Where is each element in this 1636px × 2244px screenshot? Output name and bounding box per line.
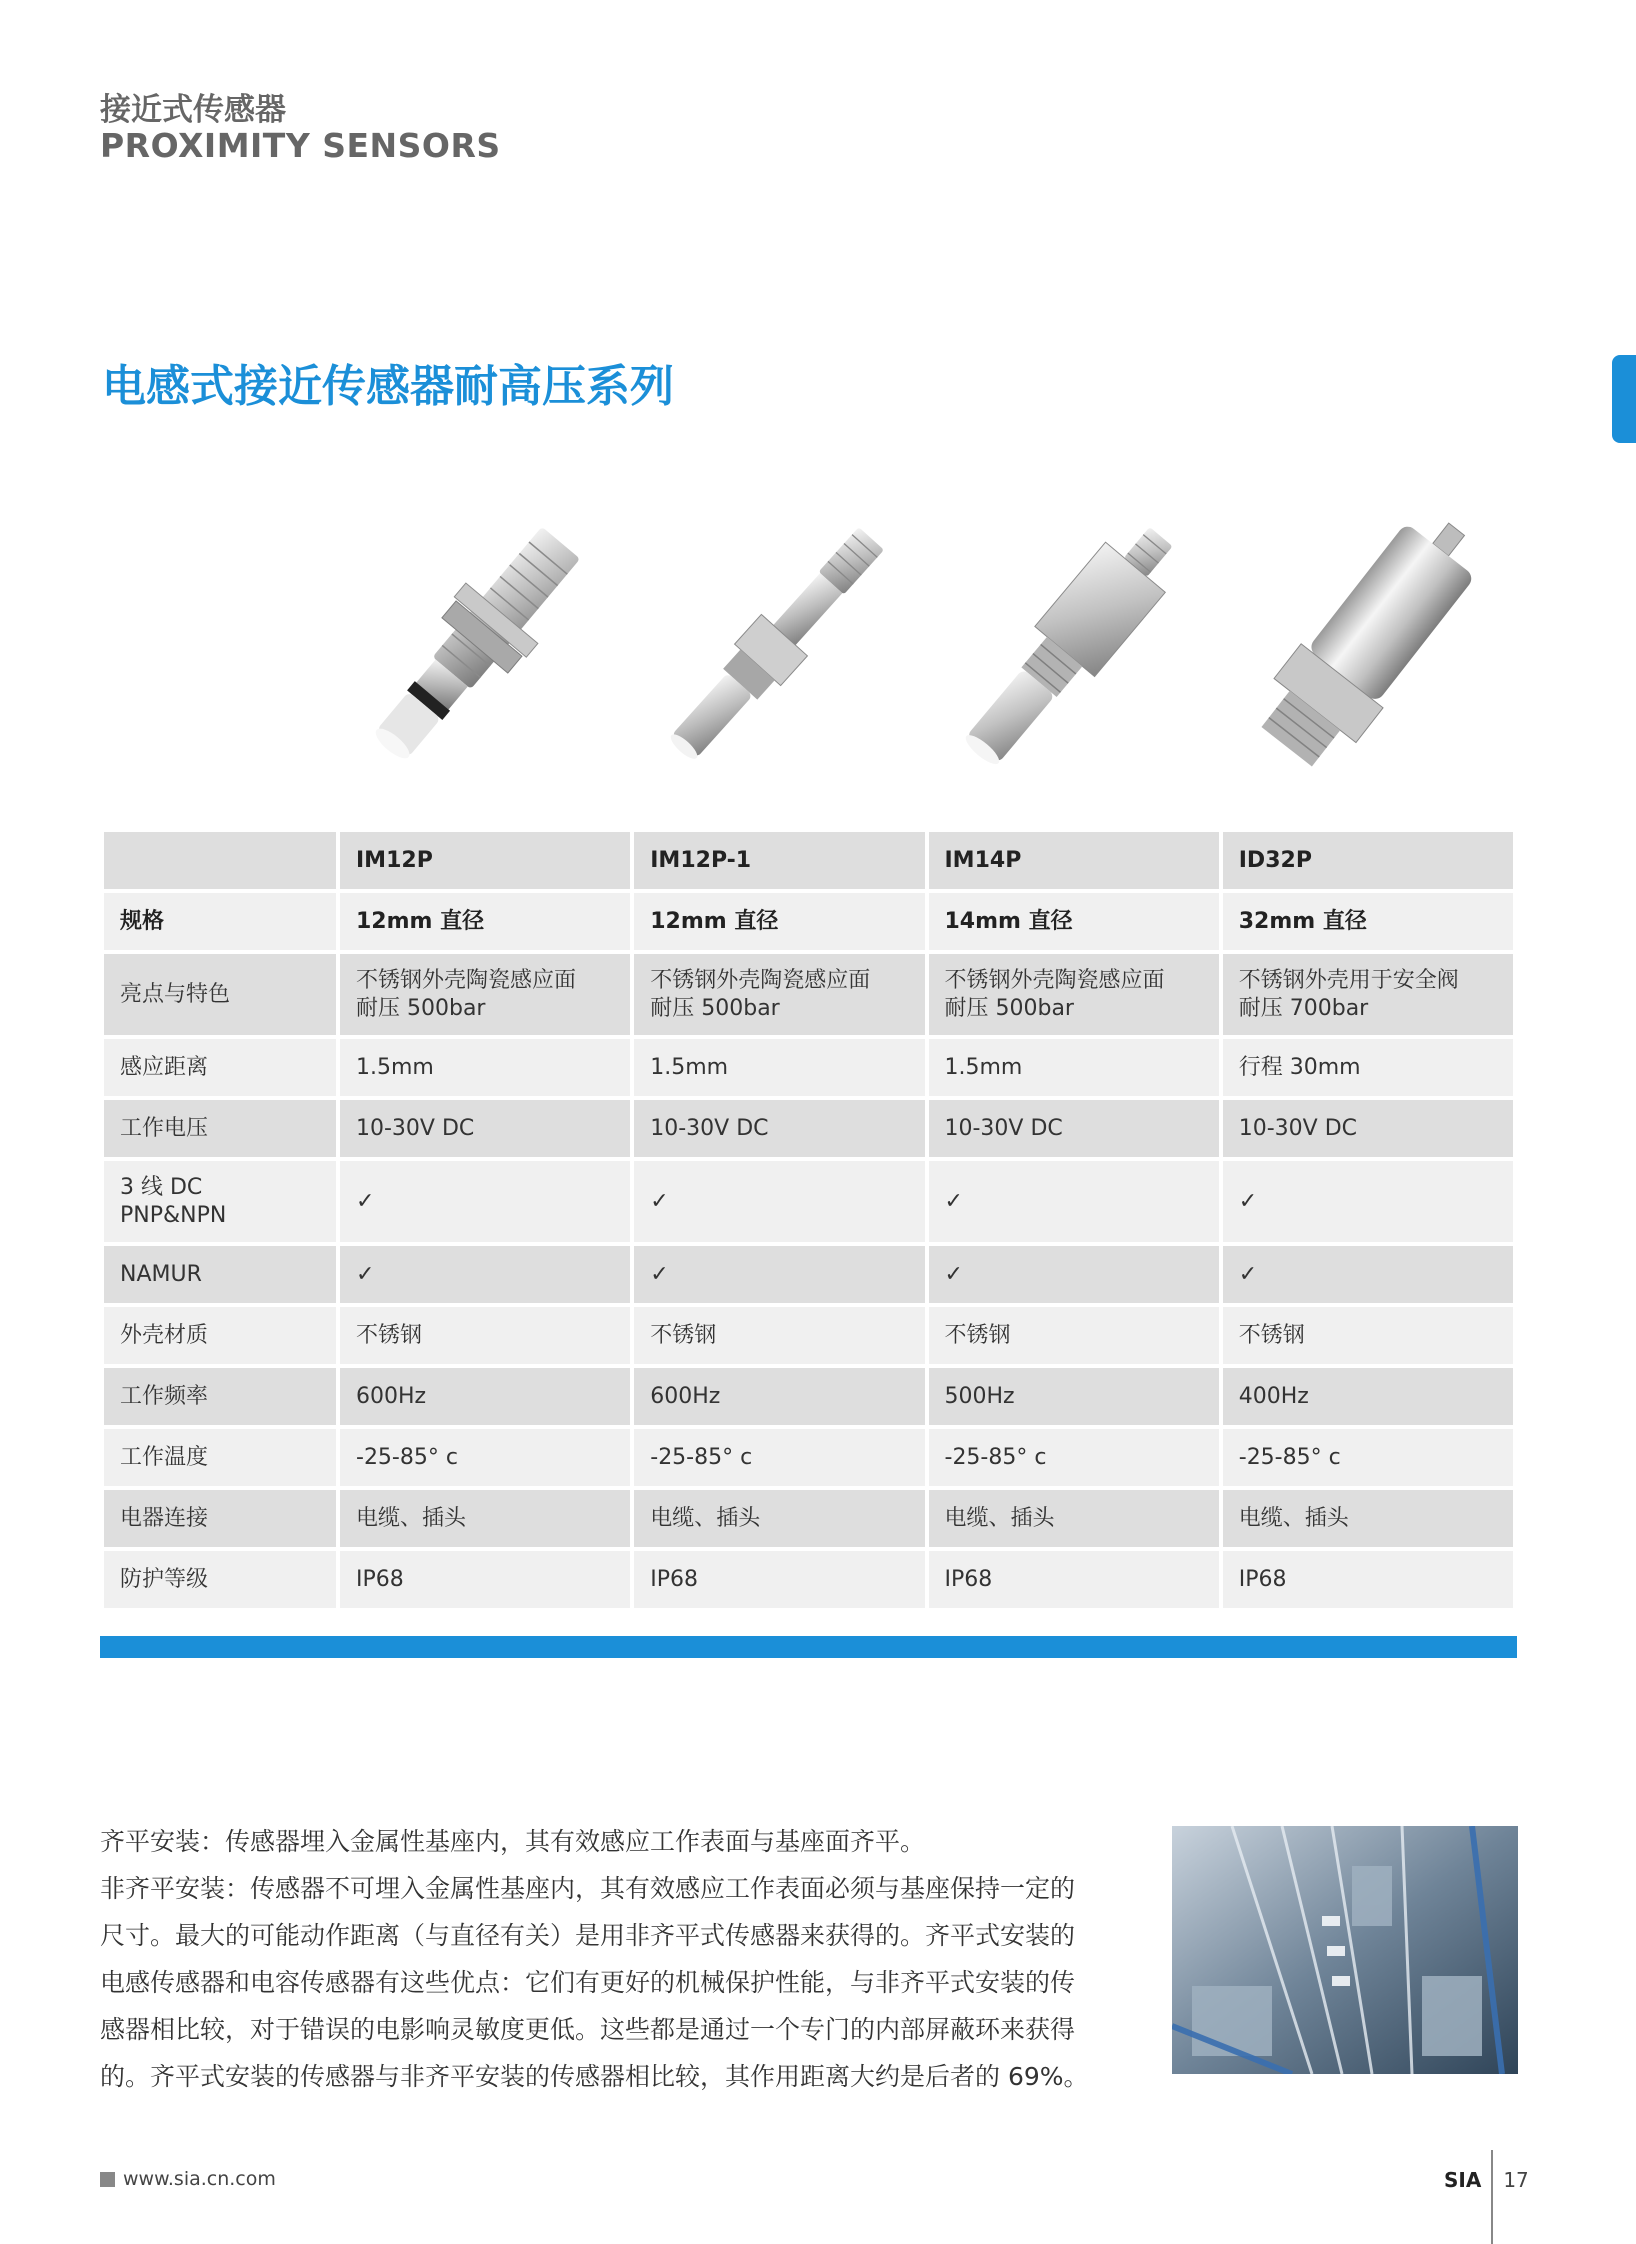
row-label [102,1159,338,1244]
column-header: IM12P-1 [632,830,926,891]
table-row [102,1244,1515,1305]
column-header: IM14P [927,830,1221,891]
brand-logo-text: SIA [1444,2168,1482,2192]
cell-line: 不锈钢外壳陶瓷感应面 [650,967,871,993]
square-bullet-icon [100,2172,115,2187]
footer-divider [1491,2150,1493,2244]
product-image-im12p [336,510,606,790]
table-cell: -25-85° c [338,1427,632,1488]
table-cell: -25-85° c [927,1427,1221,1488]
cell-line: 不锈钢外壳用于安全阀 [1238,967,1459,993]
table-cell: ✓ [1221,1159,1515,1244]
table-cell [1221,952,1515,1037]
product-image-im14p [931,510,1201,790]
cell-line: 耐压 500bar [944,995,1074,1021]
description-paragraph: 非齐平安装：传感器不可埋入金属性基座内，其有效感应工作表面必须与基座保持一定的尺寸。最大的可能动作距离（与直径有关）是用非齐平式传感器来获得的。齐平式安装的电感传感器和电容传感器有这些优点：它们有更好的机械保护性能，与非齐平式安装的传感器相比较，对于错误的电影响灵敏度更低。这些都是通过一个专门的内部屏蔽环来获得的。齐平式安装的传感器与非齐平安装的传感器相比较，其作用距离大约是后者的 69%。 [100,1874,1089,2091]
table-cell: ✓ [632,1159,926,1244]
table-row [102,1159,1515,1244]
row-label: 防护等级 [102,1549,338,1610]
footer-url-text: www.sia.cn.com [123,2168,276,2190]
table-cell [632,952,926,1037]
table-cell: ✓ [927,1244,1221,1305]
row-label: 电器连接 [102,1488,338,1549]
description [100,1818,1095,2100]
table-cell: 12mm 直径 [632,891,926,952]
cell-line: 耐压 700bar [1238,995,1369,1021]
header-title-en: PROXIMITY SENSORS [100,126,501,165]
product-images [336,510,1516,790]
row-label: 亮点与特色 [102,952,338,1037]
table-cell: 10-30V DC [1221,1098,1515,1159]
table-cell: IP68 [1221,1549,1515,1610]
table-row [102,1305,1515,1366]
product-image-im12p-1 [636,510,906,790]
table-cell: IP68 [338,1549,632,1610]
table-cell: 不锈钢 [1221,1305,1515,1366]
table-cell: 不锈钢 [632,1305,926,1366]
table-cell: ✓ [1221,1244,1515,1305]
table-cell: ✓ [338,1244,632,1305]
table-cell: -25-85° c [632,1427,926,1488]
table-cell: 行程 30mm [1221,1037,1515,1098]
table-cell: IP68 [632,1549,926,1610]
description-paragraph: 齐平安装：传感器埋入金属性基座内，其有效感应工作表面与基座面齐平。 [100,1827,926,1856]
table-cell: -25-85° c [1221,1427,1515,1488]
footer-page-info [1444,2150,1529,2244]
page-number: 17 [1503,2168,1529,2192]
label-line: PNP&NPN [120,1202,227,1228]
spec-table [100,828,1517,1612]
cell-line: 耐压 500bar [650,995,780,1021]
table-cell: 1.5mm [927,1037,1221,1098]
table-row [102,1037,1515,1098]
table-cell: 500Hz [927,1366,1221,1427]
table-cell: 600Hz [632,1366,926,1427]
table-cell: ✓ [927,1159,1221,1244]
table-row [102,891,1515,952]
table-bottom-bar [100,1636,1517,1658]
row-label: 工作温度 [102,1427,338,1488]
label-line: 3 线 DC [120,1174,203,1200]
table-cell: 400Hz [1221,1366,1515,1427]
table-cell: 电缆、插头 [632,1488,926,1549]
row-label: 规格 [102,891,338,952]
table-row [102,1549,1515,1610]
table-header-row [102,830,1515,891]
table-cell: 12mm 直径 [338,891,632,952]
cell-line: 耐压 500bar [356,995,486,1021]
side-tab-marker [1612,355,1636,443]
table-cell [338,952,632,1037]
elevator-shaft-photo [1172,1826,1518,2074]
product-image-id32p [1226,510,1496,790]
table-cell: 1.5mm [338,1037,632,1098]
table-cell: 14mm 直径 [927,891,1221,952]
row-label: 工作频率 [102,1366,338,1427]
table-row [102,1427,1515,1488]
header-title-cn: 接近式传感器 [100,92,286,128]
table-cell: 电缆、插头 [927,1488,1221,1549]
column-header: ID32P [1221,830,1515,891]
row-label: 外壳材质 [102,1305,338,1366]
table-cell: ✓ [632,1244,926,1305]
table-cell: 10-30V DC [632,1098,926,1159]
table-cell: 32mm 直径 [1221,891,1515,952]
table-row [102,952,1515,1037]
table-cell: 10-30V DC [927,1098,1221,1159]
table-corner-cell [102,830,338,891]
table-cell: 不锈钢 [927,1305,1221,1366]
table-cell: ✓ [338,1159,632,1244]
table-cell: 电缆、插头 [338,1488,632,1549]
table-cell: 不锈钢 [338,1305,632,1366]
table-cell: 电缆、插头 [1221,1488,1515,1549]
column-header: IM12P [338,830,632,891]
row-label: 工作电压 [102,1098,338,1159]
table-row [102,1098,1515,1159]
footer-url [100,2168,276,2190]
table-cell: 1.5mm [632,1037,926,1098]
table-cell: 600Hz [338,1366,632,1427]
table-cell [927,952,1221,1037]
section-title: 电感式接近传感器耐高压系列 [102,361,674,412]
cell-line: 不锈钢外壳陶瓷感应面 [356,967,577,993]
table-cell: IP68 [927,1549,1221,1610]
table-cell: 10-30V DC [338,1098,632,1159]
table-row [102,1366,1515,1427]
cell-line: 不锈钢外壳陶瓷感应面 [944,967,1165,993]
row-label: 感应距离 [102,1037,338,1098]
row-label: NAMUR [102,1244,338,1305]
table-row [102,1488,1515,1549]
